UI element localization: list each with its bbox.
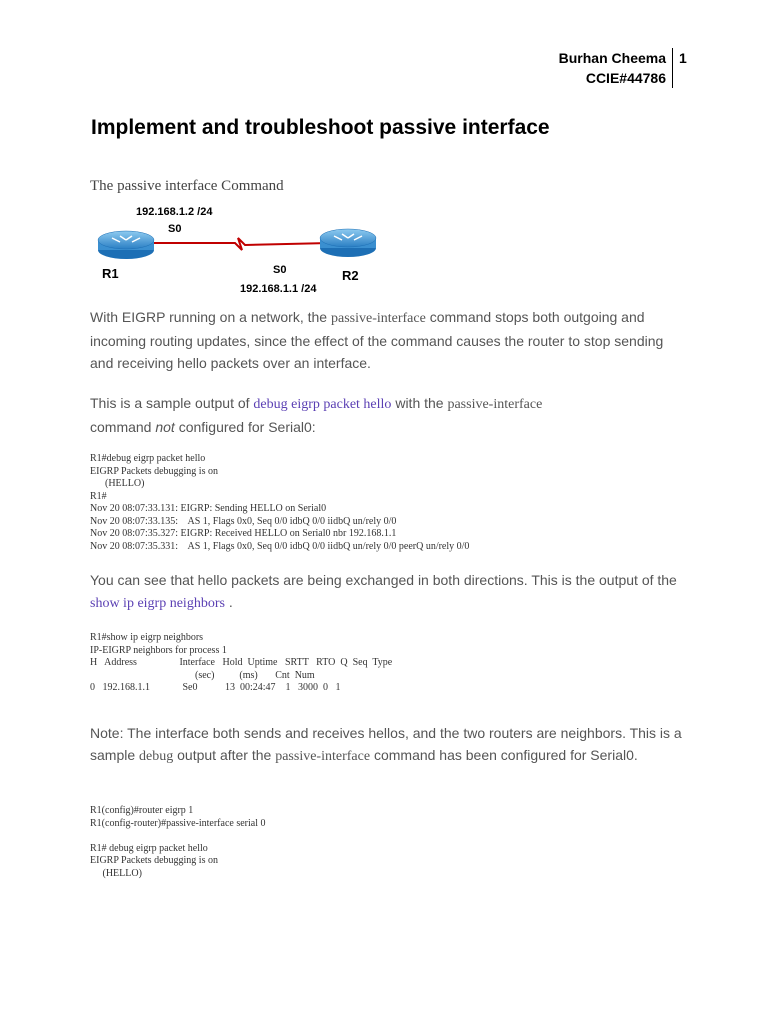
neighbors-line: H Address Interface Hold Uptime SRTT RTO Q Seq Type (90, 657, 393, 668)
network-diagram (90, 198, 400, 298)
r2-label: R2 (342, 268, 359, 283)
command-text: passive-interface (330, 311, 426, 326)
certification: CCIE#44786 (585, 70, 666, 86)
paragraph-passive-intro: With EIGRP running on a network, the passive-interface command stops both outgoing and incoming routing updates, since the effect of the command causes the router to stop sending and receiving hello packets over an interface. (90, 309, 664, 371)
neighbors-line: IP-EIGRP neighbors for process 1 (90, 644, 227, 656)
emphasis-not: not (155, 419, 175, 435)
serial-link (152, 238, 330, 250)
debug-line: R1# (90, 490, 107, 502)
neighbors-output-block (90, 632, 392, 695)
router-r2-icon (320, 229, 376, 257)
author-name: Burhan Cheema (558, 50, 666, 66)
config-line (90, 830, 265, 843)
debug-line: (HELLO) (90, 478, 145, 489)
debug-output-block-1 (90, 453, 469, 553)
config-line: R1(config)#router eigrp 1 (90, 805, 194, 816)
r1-interface-label: S0 (168, 223, 182, 235)
config-line: R1# debug eigrp packet hello (90, 842, 208, 854)
paragraph-hello-exchange: You can see that hello packets are being exchanged in both directions. This is the output of the show ip eigrp neighbors . (90, 572, 677, 611)
router-r1-icon (98, 231, 154, 259)
debug-line: Nov 20 08:07:35.327: EIGRP: Received HELLO on Serial0 nbr 192.168.1.1 (90, 528, 397, 539)
neighbors-line: 0 192.168.1.1 Se0 13 00:24:47 1 3000 0 1 (90, 682, 341, 693)
debug-line: Nov 20 08:07:35.331: AS 1, Flags 0x0, Seq 0/0 idbQ 0/0 iidbQ un/rely 0/0 peerQ un/rely 0/0 (90, 540, 470, 552)
config-line: R1(config-router)#passive-interface serial 0 (90, 817, 266, 829)
section-subtitle: The passive interface Command (90, 178, 284, 194)
debug-line: R1#debug eigrp packet hello (90, 453, 206, 464)
r1-label: R1 (102, 266, 119, 281)
command-text: passive-interface (275, 749, 371, 764)
debug-command-link[interactable]: debug eigrp packet hello (253, 397, 392, 412)
debug-line: EIGRP Packets debugging is on (90, 465, 218, 477)
neighbors-line: (sec) (ms) Cnt Num (90, 669, 315, 681)
show-neighbors-link[interactable]: show ip eigrp neighbors (90, 596, 225, 611)
r2-ip-label: 192.168.1.1 /24 (240, 283, 317, 295)
r1-ip-label: 192.168.1.2 /24 (136, 206, 213, 218)
paragraph-note: Note: The interface both sends and receives hellos, and the two routers are neighbors. This is a sample debug output after the passive-interface command has been configured for Serial0. (90, 725, 682, 764)
neighbors-line: R1#show ip eigrp neighbors (90, 632, 204, 643)
config-output-block (90, 805, 265, 880)
debug-line: Nov 20 08:07:33.135: AS 1, Flags 0x0, Seq 0/0 idbQ 0/0 iidbQ un/rely 0/0 (90, 515, 397, 527)
command-text: passive-interface (447, 397, 543, 412)
note-label: Note (90, 725, 120, 741)
r2-interface-label: S0 (273, 264, 287, 276)
page-number: 1 (679, 50, 687, 66)
paragraph-sample-output: This is a sample output of debug eigrp packet hello with the passive-interface command not configured for Serial0: (90, 395, 543, 435)
config-line: EIGRP Packets debugging is on (90, 855, 218, 866)
page-title: Implement and troubleshoot passive interface (91, 116, 550, 139)
header-author-block (548, 48, 673, 88)
debug-line: Nov 20 08:07:33.131: EIGRP: Sending HELLO on Serial0 (90, 503, 327, 514)
config-line: (HELLO) (90, 867, 142, 879)
